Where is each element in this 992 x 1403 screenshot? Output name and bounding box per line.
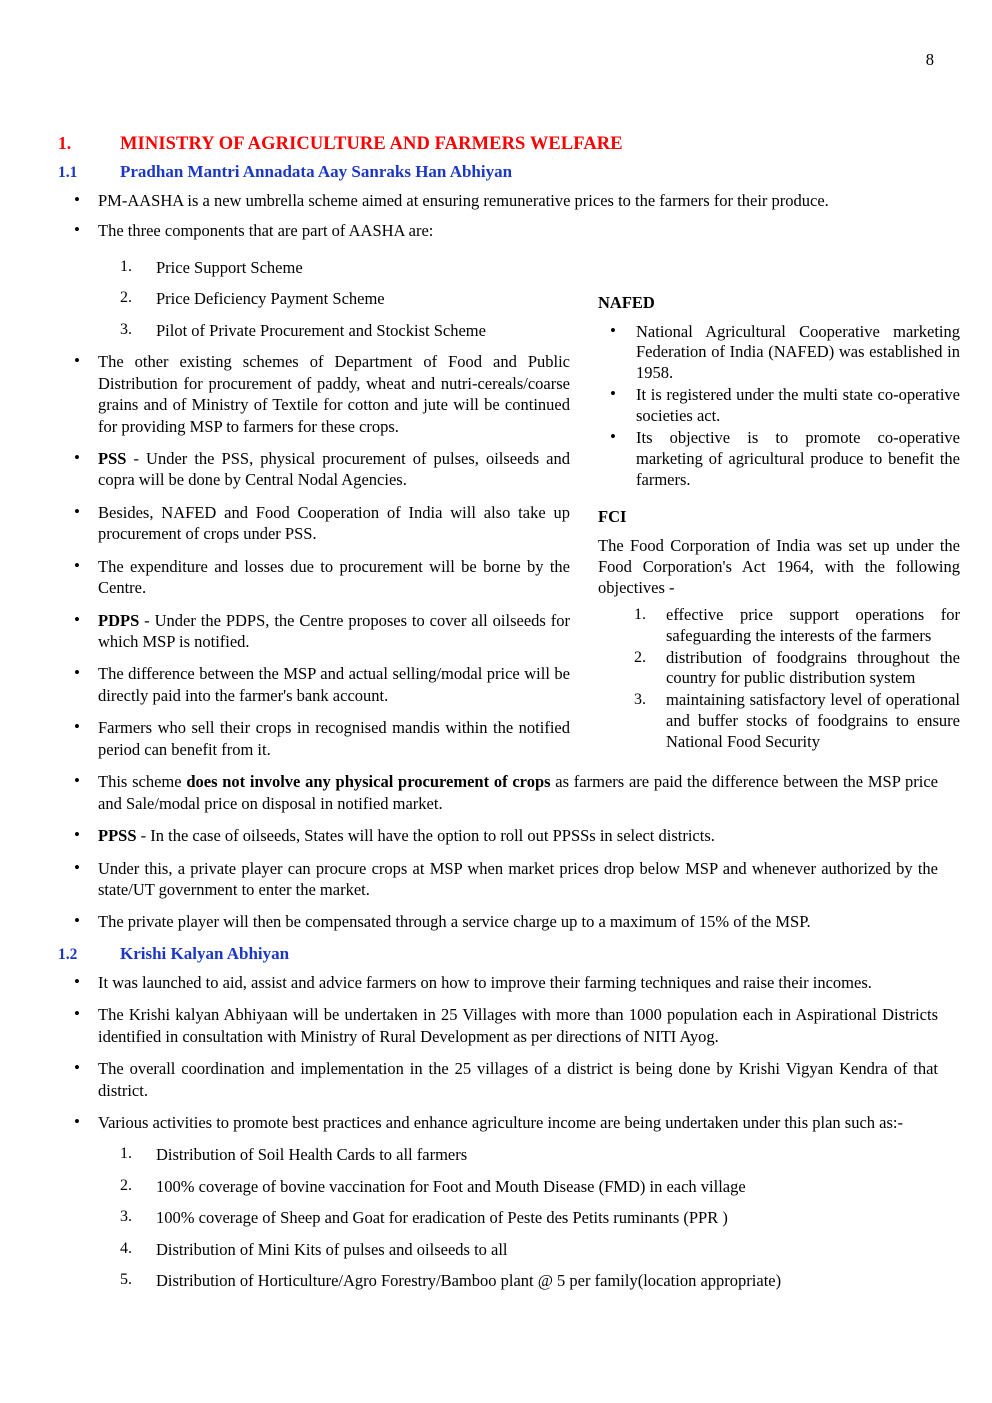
bullet-bold-lead: PSS	[98, 448, 127, 468]
fci-paragraph: The Food Corporation of India was set up under the Food Corporation's Act 1964, with the following objectives -	[598, 535, 960, 597]
bullet-post-text: as farmers are paid the difference between the MSP price and Sale/modal price on disposal in notified market.	[98, 772, 939, 813]
list-item: Price Deficiency Payment Scheme	[156, 289, 385, 309]
bullet-post-text: Under this, a private player can procure crops at MSP when market prices drop below MSP and whenever authorized by the state/UT government to enter the market.	[98, 858, 938, 899]
bullet-bold-lead: PDPS	[98, 610, 140, 630]
list-item: Pilot of Private Procurement and Stockist Scheme	[156, 320, 486, 340]
list-item: Distribution of Mini Kits of pulses and oilseeds to all	[156, 1239, 508, 1259]
section-1-1-heading	[58, 162, 938, 182]
list-item: distribution of foodgrains throughout the country for public distribution system	[666, 647, 960, 688]
section-1-2-heading	[58, 944, 938, 964]
section-1-1-number: 1.1	[58, 164, 78, 181]
page-number: 8	[925, 50, 934, 69]
section-1-heading	[58, 133, 938, 155]
list-item: • It is registered under the multi state co-operative societies act.	[598, 385, 960, 427]
list-item	[58, 911, 938, 932]
bullet-text: Farmers who sell their crops in recognised mandis within the notified period can benefit from it.	[98, 718, 570, 759]
list-item: effective price support operations for safeguarding the interests of the farmers	[666, 604, 960, 645]
bullet-post-text: - In the case of oilseeds, States will have the option to roll out PPSSs in select districts.	[136, 826, 715, 846]
fci-objectives-list	[598, 605, 960, 754]
section-1-1-title: Pradhan Mantri Annadata Aay Sanraks Han Abhiyan	[120, 162, 513, 181]
two-column-region	[58, 251, 960, 771]
page-content	[58, 133, 960, 1302]
list-item: • The three components that are part of AASHA are:	[58, 220, 938, 241]
right-column	[598, 251, 960, 754]
aasha-components-list	[58, 257, 570, 341]
bullet-bold-text: PPSS	[98, 826, 137, 846]
section-1-1-closing-bullets	[58, 771, 938, 933]
list-item: Distribution of Horticulture/Agro Forestry/Bamboo plant @ 5 per family(location appropriate)	[156, 1271, 782, 1291]
nafed-heading: NAFED	[598, 292, 655, 312]
left-column	[58, 251, 570, 771]
left-column-bullets	[58, 351, 570, 760]
section-1-1-intro-bullets	[58, 190, 938, 242]
list-item	[58, 717, 570, 760]
list-item	[58, 858, 938, 901]
bullet-text: The expenditure and losses due to procurement will be borne by the Centre.	[98, 556, 570, 598]
list-item: • National Agricultural Cooperative marketing Federation of India (NAFED) was established in 1958.	[598, 322, 960, 385]
list-item: Price Support Scheme	[156, 257, 303, 277]
bullet-text: The difference between the MSP and actual selling/modal price will be directly paid into the farmer's bank account.	[98, 664, 570, 705]
list-item: • The Krishi kalyan Abhiyaan will be undertaken in 25 Villages with more than 1000 population each in Aspirational Districts identified in consultation with Ministry of Rural Development as per directions of NITI Ayog.	[58, 1004, 938, 1047]
list-item: • It was launched to aid, assist and advice farmers on how to improve their farming techniques and raise their incomes.	[58, 972, 938, 993]
list-item	[58, 448, 570, 491]
list-item: • The overall coordination and implementation in the 25 villages of a district is being done by Krishi Vigyan Kendra of that district.	[58, 1058, 938, 1101]
list-item: Distribution of Soil Health Cards to all farmers	[156, 1145, 468, 1165]
section-1-2-bullets	[58, 972, 938, 1134]
bullet-text: Besides, NAFED and Food Cooperation of India will also take up procurement of crops under PSS.	[98, 502, 570, 544]
bullet-text: The other existing schemes of Department of Food and Public Distribution for procurement of paddy, wheat and nutri-cereals/coarse grains and of Ministry of Textile for cotton and jute will be continued for providing MSP to farmers for these crops.	[98, 352, 570, 436]
list-item	[58, 610, 570, 653]
list-item	[58, 663, 570, 706]
list-item: • Its objective is to promote co-operative marketing of agricultural produce to benefit the farmers.	[598, 428, 960, 491]
bullet-text: - Under the PSS, physical procurement of pulses, oilseeds and copra will be done by Central Nodal Agencies.	[98, 448, 570, 490]
list-item	[58, 556, 570, 599]
list-item: • Various activities to promote best practices and enhance agriculture income are being undertaken under this plan such as:-	[58, 1112, 938, 1133]
bullet-pre-text: This scheme	[98, 772, 187, 792]
section-1-2-title: Krishi Kalyan Abhiyan	[120, 943, 290, 963]
list-item	[58, 825, 938, 846]
list-item: maintaining satisfactory level of operational and buffer stocks of foodgrains to ensure National Food Security	[666, 690, 960, 752]
nafed-bullets	[598, 322, 960, 492]
list-item	[58, 502, 570, 545]
section-1-2-number: 1.2	[58, 945, 78, 963]
bullet-post-text: The private player will then be compensated through a service charge up to a maximum of 15% of the MSP.	[98, 912, 811, 932]
section-1-number: 1.	[58, 133, 72, 153]
list-item	[58, 351, 570, 437]
bullet-bold-text: does not involve any physical procurement of crops	[186, 772, 551, 792]
fci-heading: FCI	[598, 507, 627, 527]
section-1-title: MINISTRY OF AGRICULTURE AND FARMERS WELFARE	[120, 134, 623, 154]
list-item	[58, 771, 938, 814]
krishi-kalyan-activities-list	[58, 1144, 938, 1291]
bullet-text: - Under the PDPS, the Centre proposes to cover all oilseeds for which MSP is notified.	[98, 610, 570, 651]
list-item: 100% coverage of bovine vaccination for Foot and Mouth Disease (FMD) in each village	[156, 1176, 746, 1196]
list-item: • PM-AASHA is a new umbrella scheme aimed at ensuring remunerative prices to the farmers for their produce.	[58, 190, 938, 211]
list-item: 100% coverage of Sheep and Goat for eradication of Peste des Petits ruminants (PPR )	[156, 1208, 728, 1228]
